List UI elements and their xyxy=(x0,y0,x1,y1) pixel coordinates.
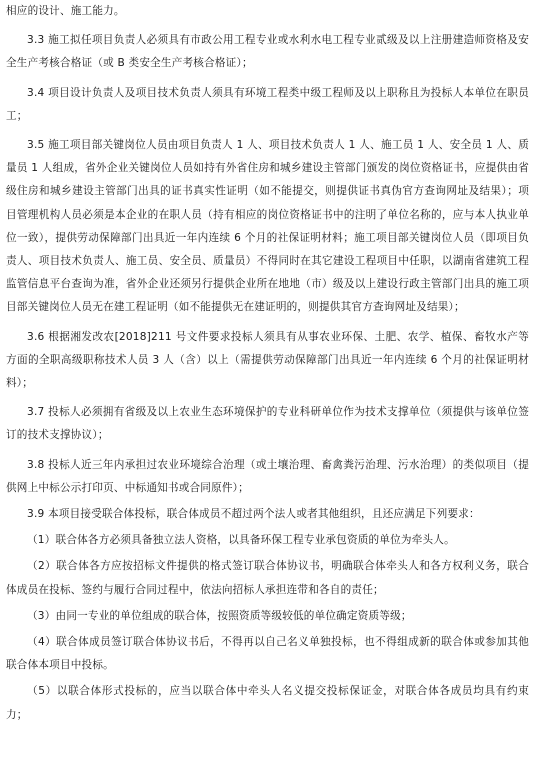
paragraph-3-9: 3.9 本项目接受联合体投标，联合体成员不超过两个法人或者其他组织，且还应满足下列要求： xyxy=(27,508,480,521)
paragraph-capability: 相应的设计、施工能力。 xyxy=(6,5,125,17)
paragraph-item-2: （2）联合体各方应按招标文件提供的格式签订联合体协议书，明确联合体牵头人和各方权利义务，联合体成员在投标、签约与履行合同过程中，依法向招标人承担连带和各自的责任； xyxy=(6,560,529,596)
paragraph-3-6: 3.6 根据湘发改农[2018]211 号文件要求投标人须具有从事农业环保、土肥、农学、植保、畜牧水产等方面的全职高级职称技术人员 3 人（含）以上（需提供劳动保障部门出具近一年内连续 6 个月的社保证明材料）； xyxy=(6,330,529,390)
paragraph-item-3: （3）由同一专业的单位组成的联合体，按照资质等级较低的单位确定资质等级； xyxy=(27,609,412,622)
paragraph-item-4: （4）联合体成员签订联合体协议书后，不得再以自己名义单独投标，也不得组成新的联合体或参加其他联合体本项目中投标。 xyxy=(6,636,529,672)
paragraph-3-4: 3.4 项目设计负责人及项目技术负责人须具有环境工程类中级工程师及以上职称且为投标人本单位在职员工； xyxy=(6,86,529,122)
paragraph-3-3: 3.3 施工拟任项目负责人必须具有市政公用工程专业或水利水电工程专业贰级及以上注册建造师资格及安全生产考核合格证（或 B 类安全生产考核合格证）； xyxy=(6,34,529,70)
paragraph-3-7: 3.7 投标人必须拥有省级及以上农业生态环境保护的专业科研单位作为技术支撑单位（须提供与该单位签订的技术支撑协议）； xyxy=(6,406,529,442)
paragraph-3-5: 3.5 施工项目部关键岗位人员由项目负责人 1 人、项目技术负责人 1 人、施工员 1 人、安全员 1 人、质量员 1 人组成，省外企业关键岗位人员如持有外省住房和城乡建设主管部门颁发的岗位资格证书，应提供由省级住房和城乡建设主管部门出具的证书真实性证明（如不能提交，则提供证书真伪官方查询网址及结果）；项目管理机构人员必须是本企业的在职人员（持有相应的岗位资格证书中的注明了单位名称的，应与本人执业单位一致），提供劳动保障部门出具近一年内连续 6 个月的社保证明材料；施工项目部关键岗位人员（即项目负责人、项目技术负责人、施工员、安全员、质量员）不得同时在其它建设工程项目中任职，以湖南省建筑工程监管信息平台查询为准，省外企业还须另行提供企业所在地地（市）级及以上建设行政主管部门出具的施工项目部关键岗位人员无在建工程证明（如不能提供无在建证明的，则提供其官方查询网址及结果）； xyxy=(6,139,529,314)
paragraph-3-8: 3.8 投标人近三年内承担过农业环境综合治理（或土壤治理、畜禽粪污治理、污水治理）的类似项目（提供网上中标公示打印页、中标通知书或合同原件）； xyxy=(6,458,529,494)
paragraph-item-5: （5）以联合体形式投标的，应当以联合体中牵头人名义提交投标保证金，对联合体各成员均具有约束力； xyxy=(6,685,529,721)
paragraph-item-1: （1）联合体各方必须具备独立法人资格，以具备环保工程专业承包资质的单位为牵头人。 xyxy=(27,534,455,547)
